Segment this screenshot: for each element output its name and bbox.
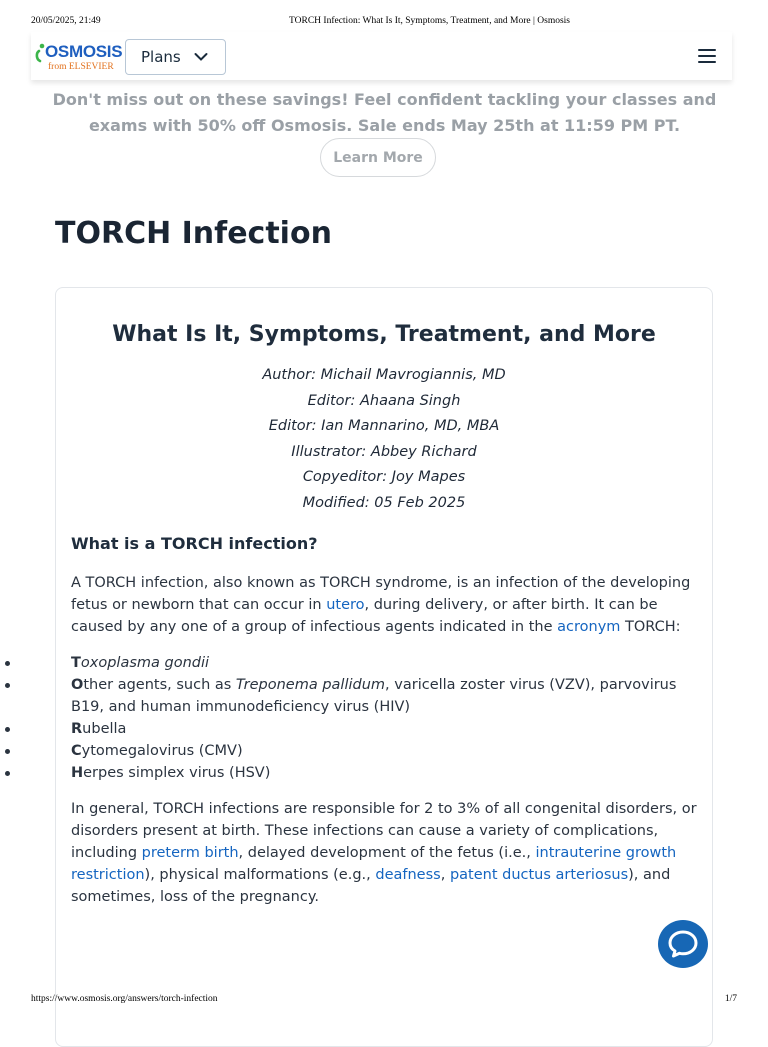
logo-subtitle: from ELSEVIER	[48, 62, 114, 72]
article-subtitle: What Is It, Symptoms, Treatment, and More	[112, 322, 656, 347]
list-text-italic: Treponema pallidum	[235, 677, 386, 693]
page-title: TORCH Infection	[55, 216, 332, 251]
credit-editor-2: Editor: Ian Mannarino, MD, MBA	[268, 418, 500, 434]
list-text: erpes simplex virus (HSV)	[83, 765, 271, 781]
osmosis-logo[interactable]	[35, 41, 123, 73]
list-initial: O	[71, 677, 84, 693]
print-date: 20/05/2025, 21:49	[31, 16, 101, 26]
promo-banner-text: Don't miss out on these savings! Feel confident tackling your classes and exams with 50% off Osmosis. Sale ends May 25th at 11:59 PM PT.	[52, 90, 717, 135]
print-title: TORCH Infection: What Is It, Symptoms, Treatment, and More | Osmosis	[289, 16, 570, 26]
print-footer	[31, 994, 737, 1008]
list-text: ytomegalovirus (CMV)	[81, 743, 243, 759]
print-page-number: 1/7	[724, 994, 737, 1004]
link-patent-ductus-arteriosus[interactable]: patent ductus arteriosus	[449, 867, 629, 883]
navbar	[31, 32, 732, 80]
list-item	[71, 740, 701, 762]
chevron-down-icon	[194, 52, 208, 62]
list-item	[71, 674, 701, 718]
print-header	[31, 16, 737, 30]
text-span: TORCH:	[620, 619, 681, 635]
list-text: oxoplasma gondii	[80, 655, 210, 671]
print-url: https://www.osmosis.org/answers/torch-infection	[31, 994, 218, 1004]
list-text: ther agents, such as	[83, 677, 236, 693]
hamburger-menu-icon[interactable]	[698, 48, 716, 64]
article-credits	[55, 363, 713, 516]
link-utero[interactable]: utero	[326, 597, 365, 613]
text-span: , delayed development of the fetus (i.e.,	[238, 845, 536, 861]
credit-modified: Modified: 05 Feb 2025	[302, 494, 466, 511]
credit-editor-1: Editor: Ahaana Singh	[307, 392, 461, 409]
link-preterm-birth[interactable]: preterm birth	[141, 845, 239, 861]
list-item	[71, 762, 701, 784]
text-span: In general, TORCH infections are responsible for 2 to 3% of all congenital disorders, or disorders present at birth. These infections can cause a variety of complications, including	[71, 801, 697, 861]
logo-wordmark: OSMOSIS	[45, 42, 123, 61]
link-acronym[interactable]: acronym	[557, 619, 621, 635]
list-item	[71, 718, 701, 740]
torch-agents-list	[71, 652, 701, 784]
link-intrauterine-growth-restriction[interactable]: intrauterine growth restriction	[71, 845, 677, 883]
list-initial: T	[71, 655, 81, 671]
intro-paragraph	[71, 572, 701, 638]
list-text: ubella	[82, 721, 127, 737]
text-span: ), physical malformations (e.g.,	[144, 867, 376, 883]
text-span: , during delivery, or after birth. It can be caused by any one of a group of infectious agents indicated in the	[71, 597, 658, 635]
list-initial: H	[71, 765, 84, 781]
complications-paragraph	[71, 798, 701, 908]
chat-button[interactable]	[658, 920, 708, 968]
credit-copyeditor: Copyeditor: Joy Mapes	[302, 469, 466, 485]
credit-author: Author: Michail Mavrogiannis, MD	[262, 367, 506, 383]
section-heading: What is a TORCH infection?	[71, 534, 318, 553]
list-initial: C	[71, 743, 82, 759]
list-initial: R	[71, 721, 83, 737]
learn-more-button[interactable]: Learn More	[320, 138, 436, 177]
text-span: ,	[440, 867, 450, 883]
credit-illustrator: Illustrator: Abbey Richard	[291, 443, 477, 460]
plans-dropdown-button[interactable]	[125, 39, 226, 75]
plans-label: Plans	[141, 48, 181, 66]
text-span: ), and sometimes, loss of the pregnancy.	[71, 867, 671, 905]
list-text: , varicella zoster virus (VZV), parvovirus B19, and human immunodeficiency virus (HIV)	[71, 677, 677, 715]
text-span: A TORCH infection, also known as TORCH syndrome, is an infection of the developing fetus or newborn that can occur in	[71, 575, 691, 613]
list-item	[71, 652, 701, 674]
chat-bubble-icon	[668, 930, 698, 958]
link-deafness[interactable]: deafness	[375, 867, 441, 883]
